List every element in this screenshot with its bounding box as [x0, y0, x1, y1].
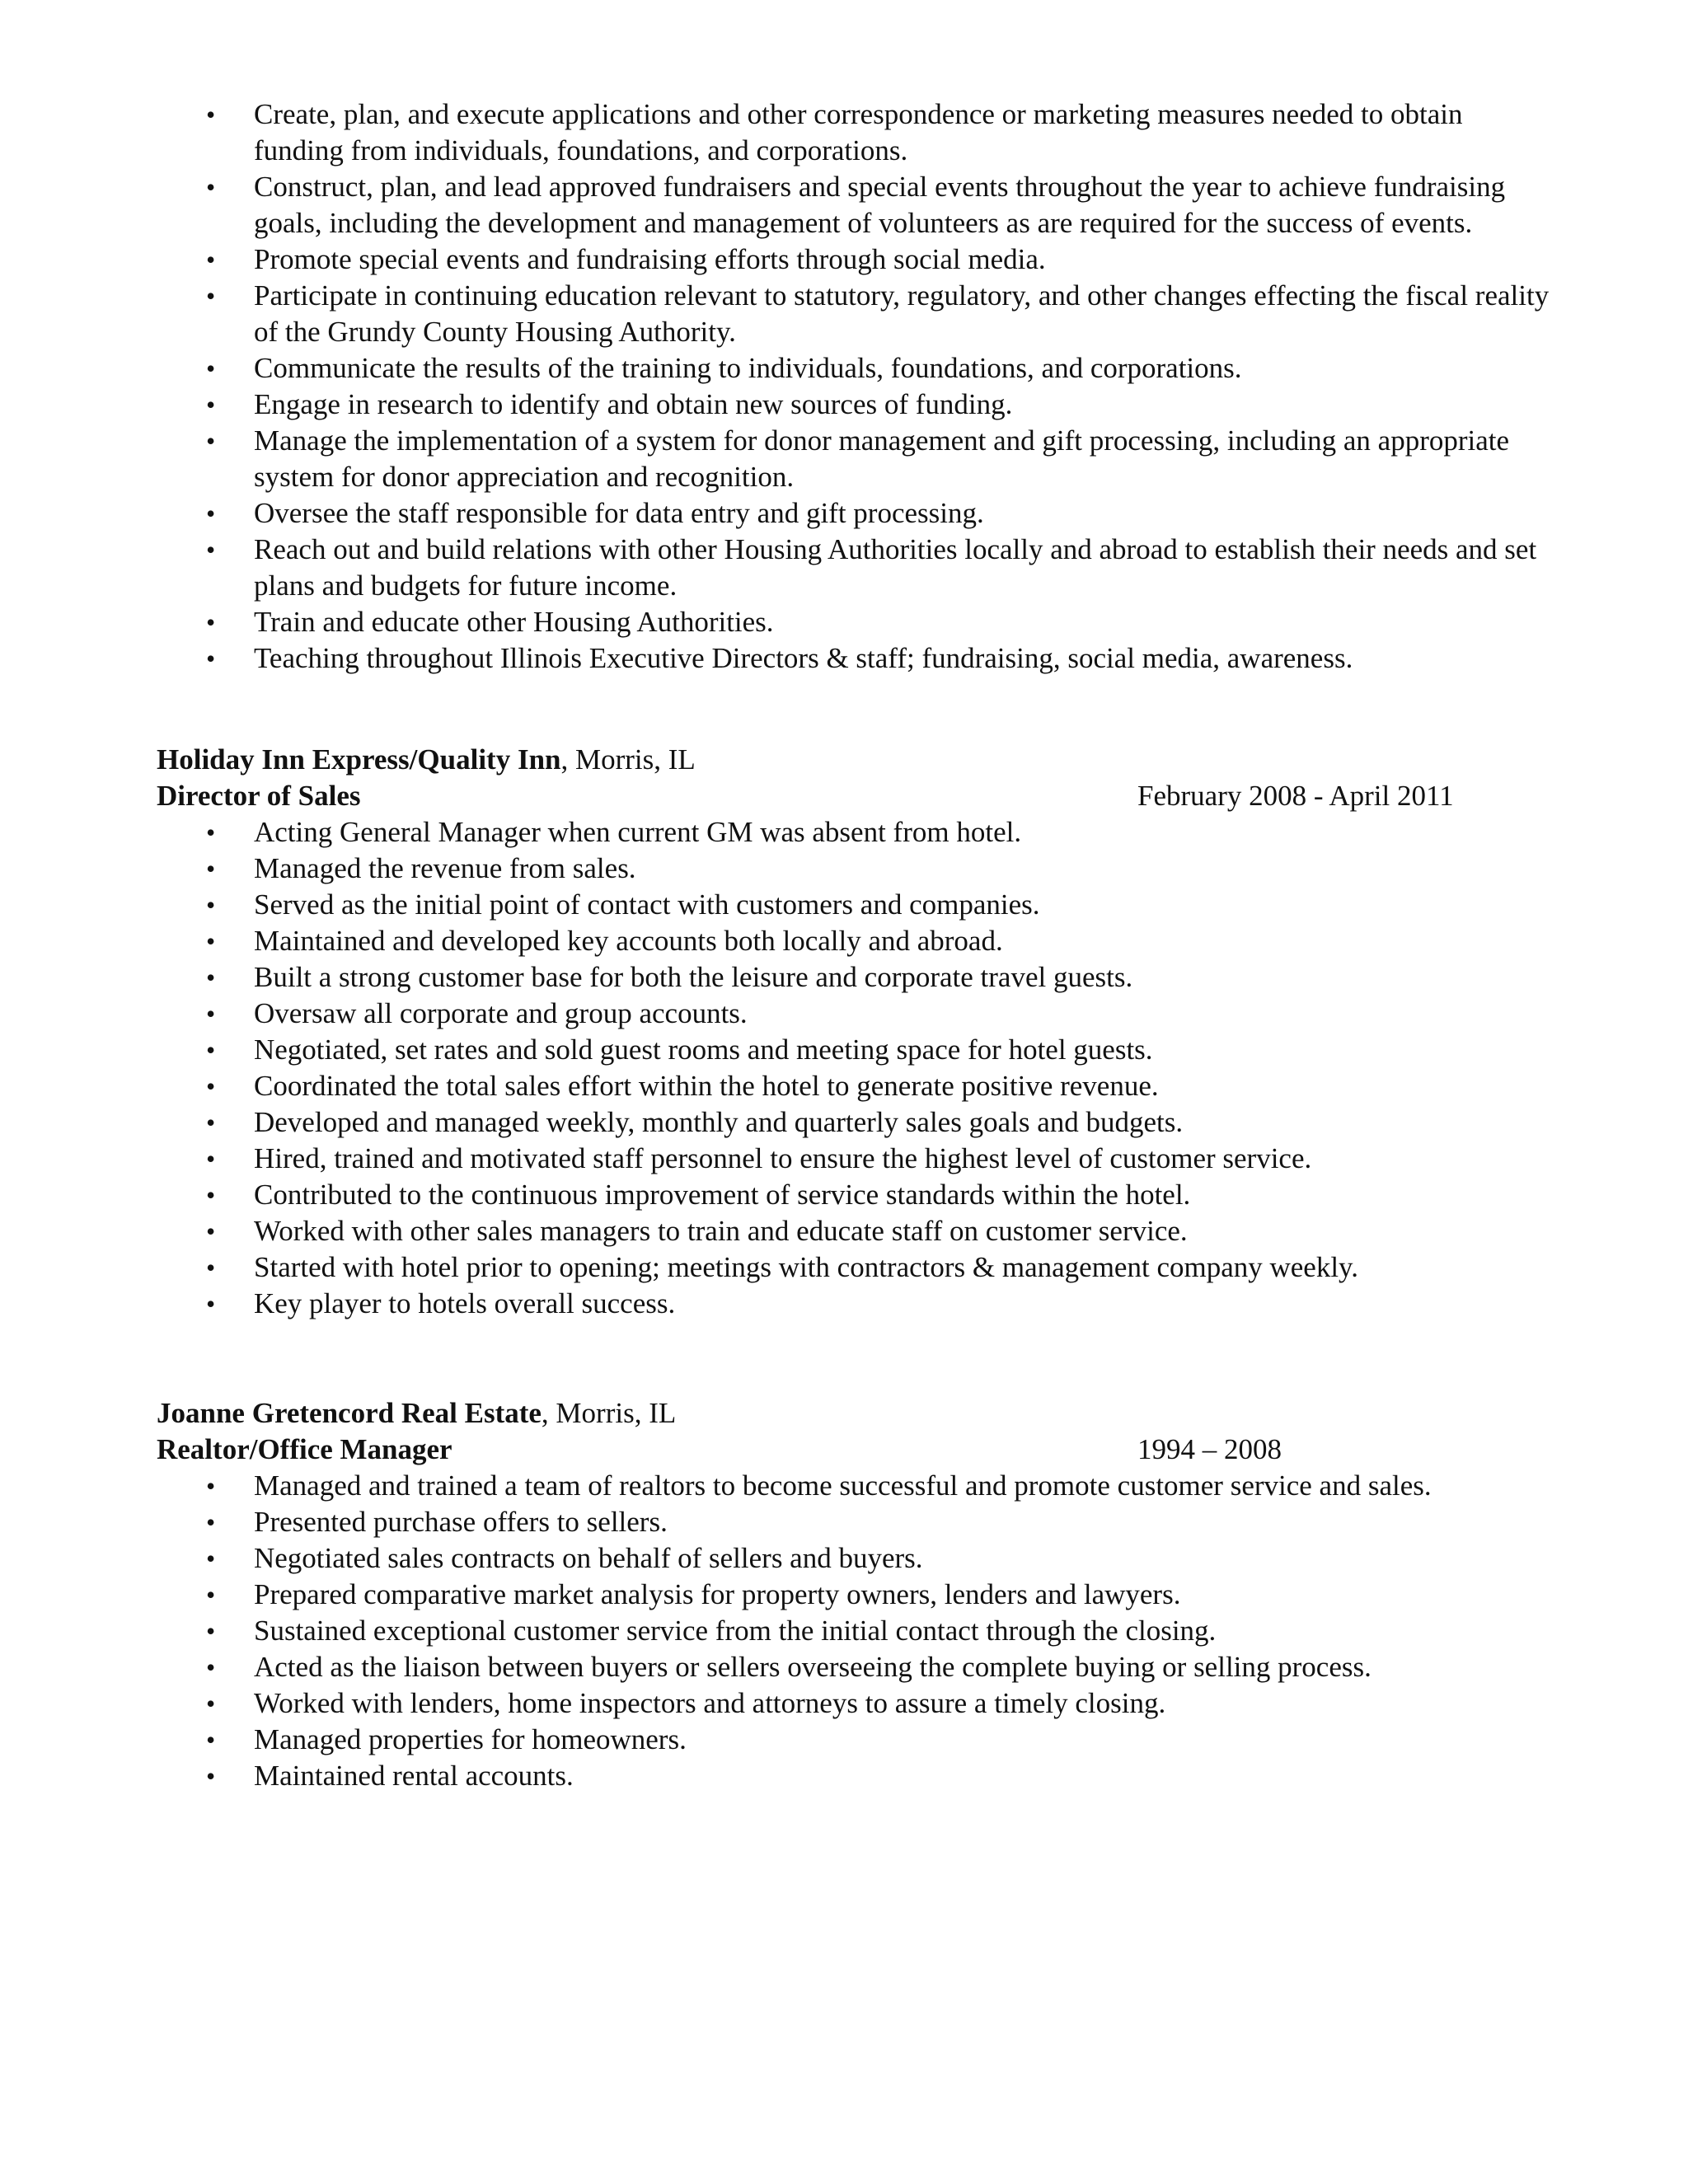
bullet-text: Oversaw all corporate and group accounts.	[254, 997, 748, 1029]
bullet-item	[157, 640, 1558, 677]
bullet-item	[157, 1213, 1558, 1249]
bullet-dot-icon: •	[206, 999, 216, 1029]
section1-bullets	[157, 96, 1558, 677]
bullet-item	[157, 350, 1558, 387]
bullet-dot-icon: •	[206, 1544, 216, 1573]
employer-line	[157, 742, 1558, 778]
role-line	[157, 778, 1558, 814]
bullet-text: Engage in research to identify and obtain new sources of funding.	[254, 388, 1013, 420]
bullet-dot-icon: •	[206, 1689, 216, 1718]
bullet-text: Promote special events and fundraising efforts through social media.	[254, 243, 1046, 275]
bullet-dot-icon: •	[206, 1253, 216, 1282]
bullet-dot-icon: •	[206, 644, 216, 673]
bullet-text: Developed and managed weekly, monthly and quarterly sales goals and budgets.	[254, 1106, 1184, 1138]
bullet-item	[157, 1577, 1558, 1613]
bullet-text: Train and educate other Housing Authorities.	[254, 606, 774, 638]
bullet-dot-icon: •	[206, 1035, 216, 1065]
bullet-dot-icon: •	[206, 1071, 216, 1101]
bullet-item	[157, 1613, 1558, 1649]
employer-line	[157, 1395, 1558, 1432]
bullet-dot-icon: •	[206, 607, 216, 637]
bullet-text: Participate in continuing education relevant to statutory, regulatory, and other changes effecting the fiscal reality of the Grundy County Housing Authority.	[254, 279, 1550, 348]
bullet-item	[157, 1141, 1558, 1177]
bullet-item	[157, 1722, 1558, 1758]
bullet-item	[157, 1068, 1558, 1104]
bullet-dot-icon: •	[206, 1108, 216, 1137]
bullet-item	[157, 387, 1558, 423]
bullet-item	[157, 96, 1558, 169]
bullet-text: Reach out and build relations with other Housing Authorities locally and abroad to establish their needs and set plans and budgets for future income.	[254, 533, 1537, 602]
job-real-estate	[157, 1395, 1558, 1794]
bullet-text: Started with hotel prior to opening; meetings with contractors & management company weekly.	[254, 1251, 1359, 1283]
bullet-text: Hired, trained and motivated staff personnel to ensure the highest level of customer service.	[254, 1142, 1312, 1174]
bullet-text: Acting General Manager when current GM was absent from hotel.	[254, 816, 1022, 848]
bullet-dot-icon: •	[206, 1180, 216, 1210]
job3-bullet-list	[157, 1468, 1558, 1794]
bullet-item	[157, 814, 1558, 851]
bullet-dot-icon: •	[206, 535, 216, 565]
job2-bullet-list	[157, 814, 1558, 1322]
bullet-item	[157, 169, 1558, 241]
bullet-item	[157, 851, 1558, 887]
bullet-text: Maintained rental accounts.	[254, 1760, 574, 1792]
bullet-item	[157, 887, 1558, 923]
bullet-text: Worked with lenders, home inspectors and attorneys to assure a timely closing.	[254, 1687, 1166, 1719]
bullet-text: Key player to hotels overall success.	[254, 1287, 676, 1319]
bullet-item	[157, 1286, 1558, 1322]
bullet-item	[157, 1504, 1558, 1540]
bullet-dot-icon: •	[206, 1652, 216, 1682]
bullet-text: Contributed to the continuous improvement of service standards within the hotel.	[254, 1179, 1191, 1211]
bullet-text: Create, plan, and execute applications and other correspondence or marketing measures needed to obtain funding from individuals, foundations, and corporations.	[254, 98, 1463, 166]
bullet-item	[157, 532, 1558, 604]
bullet-text: Managed and trained a team of realtors to become successful and promote customer service and sales.	[254, 1469, 1432, 1502]
bullet-text: Built a strong customer base for both the leisure and corporate travel guests.	[254, 961, 1133, 993]
role-line	[157, 1432, 1558, 1468]
bullet-dot-icon: •	[206, 890, 216, 920]
bullet-dot-icon: •	[206, 1616, 216, 1646]
job-holiday-inn	[157, 742, 1558, 1322]
bullet-item	[157, 1540, 1558, 1577]
bullet-dot-icon: •	[206, 926, 216, 956]
bullet-text: Prepared comparative market analysis for property owners, lenders and lawyers.	[254, 1578, 1181, 1610]
bullet-item	[157, 1032, 1558, 1068]
bullet-item	[157, 1468, 1558, 1504]
bullet-dot-icon: •	[206, 1580, 216, 1610]
bullet-dot-icon: •	[206, 963, 216, 992]
bullet-item	[157, 241, 1558, 278]
bullet-item	[157, 996, 1558, 1032]
bullet-text: Managed properties for homeowners.	[254, 1723, 687, 1755]
bullet-dot-icon: •	[206, 1725, 216, 1755]
bullet-text: Negotiated, set rates and sold guest rooms and meeting space for hotel guests.	[254, 1033, 1153, 1066]
bullet-item	[157, 495, 1558, 532]
bullet-dot-icon: •	[206, 499, 216, 528]
bullet-text: Served as the initial point of contact with customers and companies.	[254, 888, 1040, 921]
bullet-dot-icon: •	[206, 1471, 216, 1501]
bullet-dot-icon: •	[206, 390, 216, 419]
bullet-item	[157, 1758, 1558, 1794]
job-dates: 1994 – 2008	[1137, 1433, 1282, 1465]
bullet-text: Oversee the staff responsible for data entry and gift processing.	[254, 497, 984, 529]
bullet-item	[157, 923, 1558, 959]
bullet-item	[157, 1177, 1558, 1213]
employer-name: Joanne Gretencord Real Estate	[157, 1397, 542, 1429]
bullet-text: Sustained exceptional customer service from the initial contact through the closing.	[254, 1615, 1217, 1647]
bullet-item	[157, 278, 1558, 350]
bullet-dot-icon: •	[206, 281, 216, 311]
job-dates: February 2008 - April 2011	[1137, 780, 1454, 812]
bullet-text: Manage the implementation of a system for donor management and gift processing, including an appropriate system for donor appreciation and recognition.	[254, 424, 1510, 493]
bullet-text: Communicate the results of the training to individuals, foundations, and corporations.	[254, 352, 1242, 384]
bullet-dot-icon: •	[206, 1144, 216, 1174]
job-title: Director of Sales	[157, 780, 361, 812]
section1-bullet-list	[157, 96, 1558, 677]
job-title: Realtor/Office Manager	[157, 1433, 452, 1465]
bullet-dot-icon: •	[206, 1216, 216, 1246]
bullet-dot-icon: •	[206, 172, 216, 202]
employer-name: Holiday Inn Express/Quality Inn	[157, 743, 561, 776]
employer-location: , Morris, IL	[560, 743, 696, 776]
bullet-item	[157, 604, 1558, 640]
bullet-dot-icon: •	[206, 1761, 216, 1791]
bullet-text: Acted as the liaison between buyers or sellers overseeing the complete buying or selling process.	[254, 1651, 1372, 1683]
bullet-dot-icon: •	[206, 245, 216, 274]
bullet-text: Maintained and developed key accounts both locally and abroad.	[254, 925, 1003, 957]
bullet-dot-icon: •	[206, 818, 216, 847]
bullet-item	[157, 1249, 1558, 1286]
bullet-dot-icon: •	[206, 354, 216, 383]
bullet-dot-icon: •	[206, 1507, 216, 1537]
bullet-dot-icon: •	[206, 1289, 216, 1319]
employer-location: , Morris, IL	[541, 1397, 677, 1429]
bullet-text: Teaching throughout Illinois Executive Directors & staff; fundraising, social media, awareness.	[254, 642, 1353, 674]
bullet-text: Worked with other sales managers to train and educate staff on customer service.	[254, 1215, 1188, 1247]
bullet-dot-icon: •	[206, 426, 216, 456]
bullet-text: Coordinated the total sales effort within the hotel to generate positive revenue.	[254, 1070, 1159, 1102]
bullet-item	[157, 1104, 1558, 1141]
bullet-item	[157, 959, 1558, 996]
bullet-text: Managed the revenue from sales.	[254, 852, 636, 884]
bullet-dot-icon: •	[206, 100, 216, 129]
bullet-dot-icon: •	[206, 854, 216, 883]
bullet-text: Presented purchase offers to sellers.	[254, 1506, 668, 1538]
bullet-item	[157, 1685, 1558, 1722]
bullet-item	[157, 1649, 1558, 1685]
bullet-text: Negotiated sales contracts on behalf of sellers and buyers.	[254, 1542, 923, 1574]
bullet-item	[157, 423, 1558, 495]
bullet-text: Construct, plan, and lead approved fundraisers and special events throughout the year to achieve fundraising goals, including the development and management of volunteers as are required for the success of events.	[254, 171, 1506, 239]
